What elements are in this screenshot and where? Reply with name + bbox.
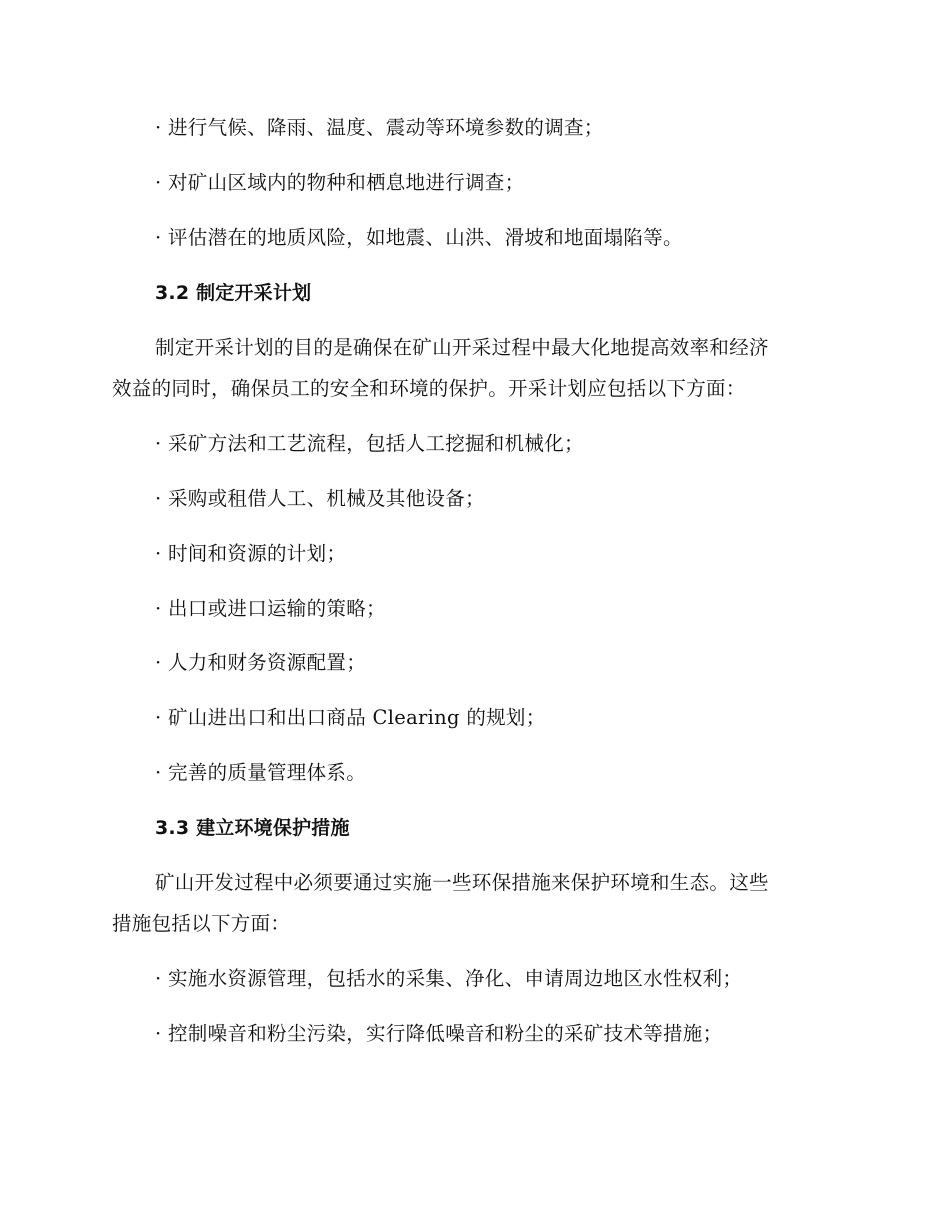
bullet-item: · 时间和资源的计划； (155, 542, 347, 565)
bullet-item: · 实施水资源管理，包括水的采集、净化、申请周边地区水性权利； (155, 967, 743, 990)
bullet-item: · 人力和财务资源配置； (155, 651, 366, 674)
bullet-item: · 矿山进出口和出口商品 Clearing 的规划； (155, 706, 546, 729)
paragraph-line: 措施包括以下方面： (112, 912, 291, 935)
bullet-item: · 评估潜在的地质风险，如地震、山洪、滑坡和地面塌陷等。 (155, 226, 683, 249)
bullet-item: · 对矿山区域内的物种和栖息地进行调查； (155, 171, 525, 194)
paragraph-line: 矿山开发过程中必须要通过实施一些环保措施来保护环境和生态。这些 (155, 871, 769, 894)
section-heading-3-2: 3.2 制定开采计划 (155, 282, 312, 304)
paragraph-line: 制定开采计划的目的是确保在矿山开采过程中最大化地提高效率和经济 (155, 336, 769, 359)
bullet-item: · 采购或租借人工、机械及其他设备； (155, 487, 485, 510)
bullet-item: · 控制噪音和粉尘污染，实行降低噪音和粉尘的采矿技术等措施； (155, 1022, 723, 1045)
bullet-item: · 进行气候、降雨、温度、震动等环境参数的调查； (155, 116, 604, 139)
section-heading-3-3: 3.3 建立环境保护措施 (155, 817, 350, 839)
paragraph-line: 效益的同时，确保员工的安全和环境的保护。开采计划应包括以下方面： (112, 377, 746, 400)
bullet-item: · 采矿方法和工艺流程，包括人工挖掘和机械化； (155, 432, 584, 455)
bullet-item: · 完善的质量管理体系。 (155, 761, 366, 784)
bullet-item: · 出口或进口运输的策略； (155, 597, 386, 620)
